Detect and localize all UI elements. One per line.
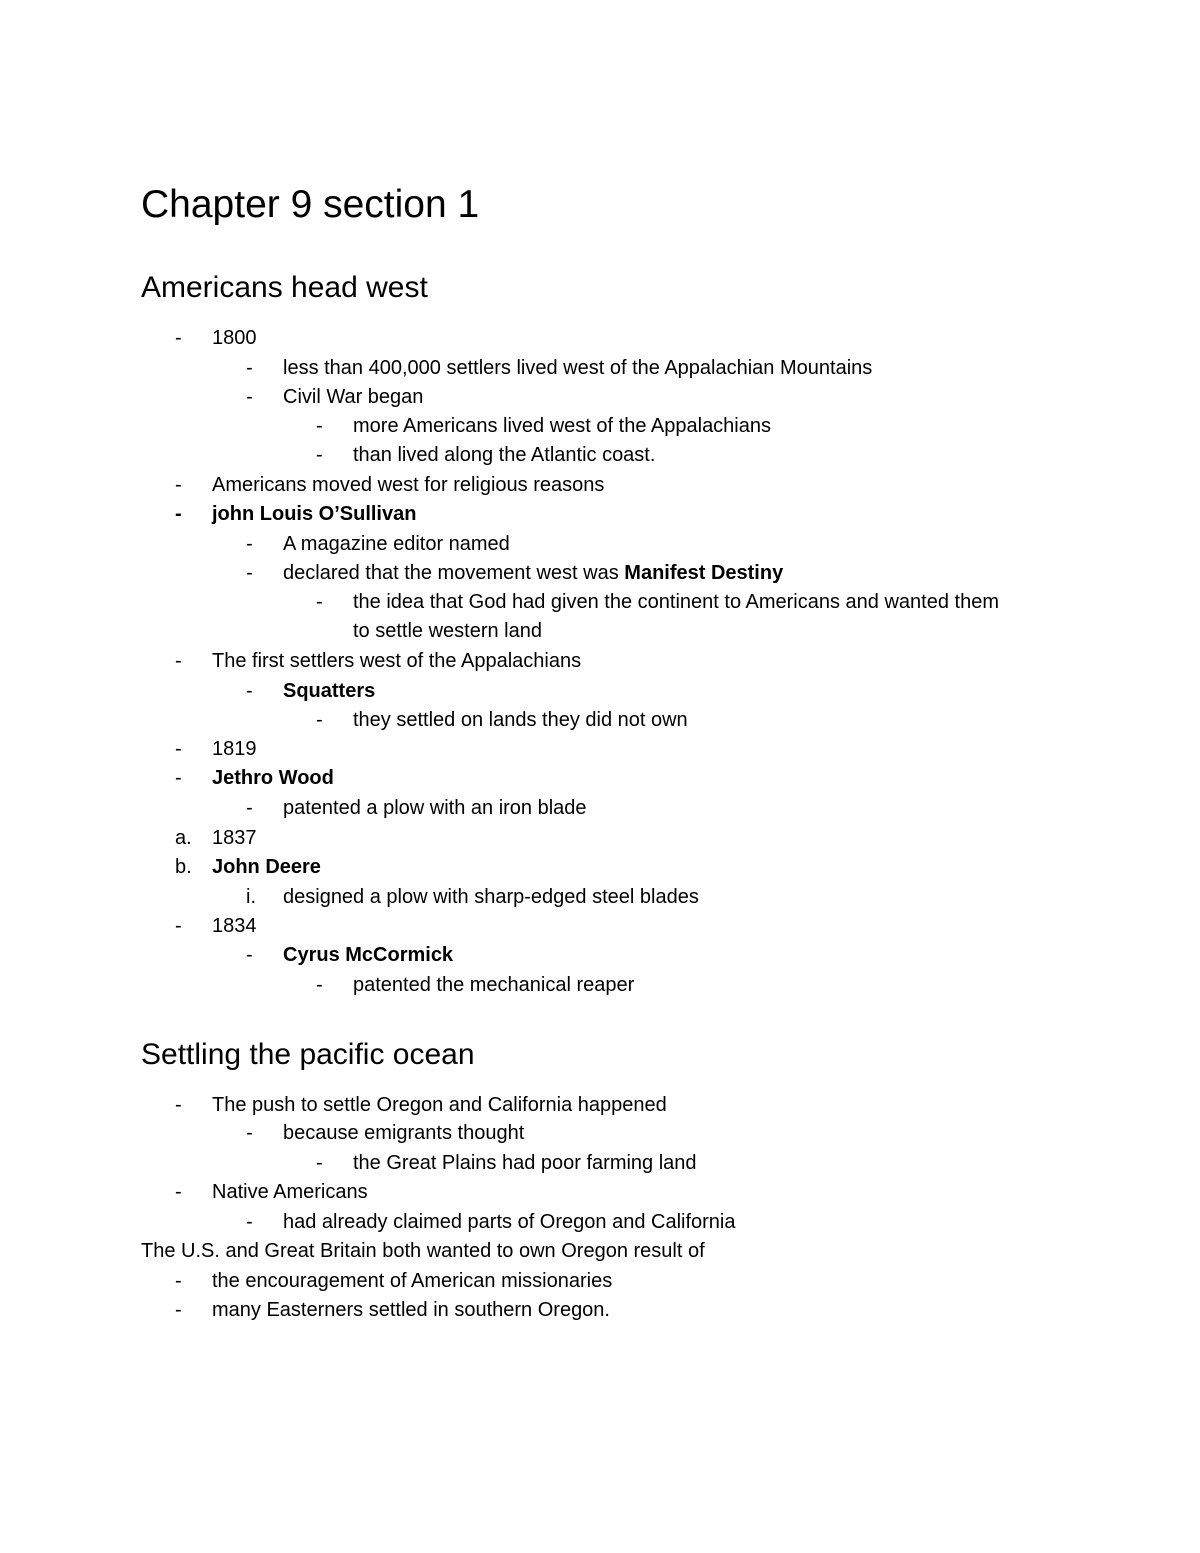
list-item: [246, 561, 784, 585]
bullet-marker: -: [175, 1270, 182, 1292]
list-item-text: 1837: [212, 827, 257, 849]
bullet-marker: -: [316, 444, 323, 466]
list-item-text: Cyrus McCormick: [283, 944, 454, 966]
list-item: [175, 826, 257, 850]
list-item-text: less than 400,000 settlers lived west of the Appalachian Mountains: [283, 357, 873, 379]
bullet-marker: -: [175, 327, 182, 349]
list-item-text: Jethro Wood: [212, 767, 334, 789]
list-item-text: John Deere: [212, 856, 321, 878]
list-item-text: 1834: [212, 915, 257, 937]
list-item: [246, 1121, 525, 1145]
list-item-text: because emigrants thought: [283, 1122, 525, 1144]
list-item: [175, 1298, 610, 1322]
list-item-text: Civil War began: [283, 386, 424, 408]
list-item: [175, 502, 417, 526]
list-item-text: The push to settle Oregon and California happened: [212, 1094, 667, 1116]
bullet-marker: -: [246, 1122, 253, 1144]
bullet-marker: -: [316, 591, 323, 613]
list-marker: i.: [246, 886, 256, 908]
list-item: [316, 1151, 697, 1175]
section-heading: Settling the pacific ocean: [141, 1038, 475, 1071]
list-item: [175, 326, 257, 350]
list-item-text: designed a plow with sharp-edged steel blades: [283, 886, 699, 908]
list-item: [175, 473, 605, 497]
list-item: [175, 766, 334, 790]
list-item-text: Squatters: [283, 680, 376, 702]
list-item: [246, 532, 510, 556]
list-item-text: john Louis O’Sullivan: [212, 503, 417, 525]
list-item-text: the idea that God had given the continent to Americans and wanted them: [353, 591, 999, 613]
list-item: [175, 1180, 368, 1204]
list-item-text: Americans moved west for religious reasons: [212, 474, 605, 496]
list-item-text: 1800: [212, 327, 257, 349]
list-item-continuation: [353, 619, 542, 643]
list-item: [175, 649, 582, 673]
list-item-text: A magazine editor named: [283, 533, 510, 555]
list-marker: b.: [175, 856, 192, 878]
list-item: [175, 855, 321, 879]
bullet-marker: -: [175, 1094, 182, 1116]
bullet-marker: -: [175, 1299, 182, 1321]
list-item: [175, 737, 257, 761]
list-item: [246, 943, 454, 967]
paragraph-text: The U.S. and Great Britain both wanted to own Oregon result of: [141, 1240, 705, 1262]
bullet-marker: -: [246, 386, 253, 408]
list-item-text: declared that the movement west was: [283, 562, 625, 584]
list-item: [246, 679, 376, 703]
bullet-marker: -: [175, 738, 182, 760]
list-item: [316, 973, 635, 997]
bullet-marker: -: [246, 797, 253, 819]
list-item: [246, 796, 587, 820]
list-item: [316, 443, 656, 467]
list-item: [246, 1210, 736, 1234]
page-title: Chapter 9 section 1: [141, 183, 480, 226]
list-item: [246, 385, 424, 409]
list-item: [316, 414, 771, 438]
list-item: [175, 1269, 613, 1293]
list-item-text: The first settlers west of the Appalachians: [212, 650, 582, 672]
list-item-text: more Americans lived west of the Appalachians: [353, 415, 771, 437]
list-item-text: the Great Plains had poor farming land: [353, 1152, 697, 1174]
list-item: [316, 590, 999, 614]
list-item: [175, 1093, 667, 1117]
list-item-text: to settle western land: [353, 620, 542, 642]
list-item-text: Native Americans: [212, 1181, 368, 1203]
bullet-marker: -: [246, 680, 253, 702]
list-item-text: they settled on lands they did not own: [353, 709, 688, 731]
list-item-text: patented the mechanical reaper: [353, 974, 635, 996]
list-item-text: than lived along the Atlantic coast.: [353, 444, 656, 466]
bullet-marker: -: [246, 562, 253, 584]
bullet-marker: -: [316, 1152, 323, 1174]
bullet-marker: -: [175, 650, 182, 672]
bullet-marker: -: [175, 915, 182, 937]
bullet-marker: -: [246, 944, 253, 966]
bullet-marker: -: [246, 357, 253, 379]
list-item: [316, 708, 688, 732]
bullet-marker: -: [175, 503, 182, 525]
list-item: [175, 914, 257, 938]
list-item: [246, 356, 873, 380]
list-marker: a.: [175, 827, 192, 849]
list-item-text: the encouragement of American missionaries: [212, 1270, 613, 1292]
bullet-marker: -: [175, 474, 182, 496]
bullet-marker: -: [175, 767, 182, 789]
section-heading: Americans head west: [141, 271, 428, 304]
list-item-bold-term: Manifest Destiny: [624, 562, 784, 584]
list-item-text: many Easterners settled in southern Oregon.: [212, 1299, 610, 1321]
bullet-marker: -: [316, 974, 323, 996]
list-item: [246, 885, 699, 909]
bullet-marker: -: [316, 709, 323, 731]
bullet-marker: -: [316, 415, 323, 437]
list-item-text: had already claimed parts of Oregon and California: [283, 1211, 736, 1233]
list-item-text: patented a plow with an iron blade: [283, 797, 587, 819]
bullet-marker: -: [246, 533, 253, 555]
list-item-text: 1819: [212, 738, 257, 760]
paragraph: [141, 1239, 705, 1263]
bullet-marker: -: [175, 1181, 182, 1203]
bullet-marker: -: [246, 1211, 253, 1233]
